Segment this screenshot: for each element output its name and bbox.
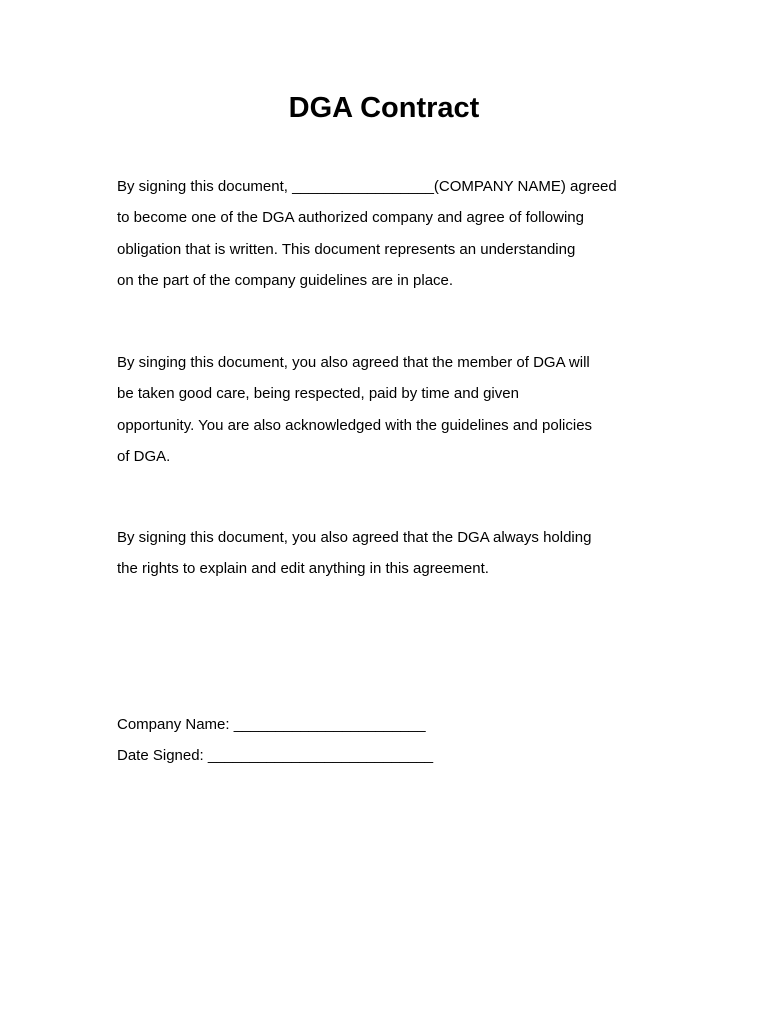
paragraph-line: By signing this document, you also agreed that the DGA always holding — [117, 529, 592, 546]
document-title: DGA Contract — [288, 92, 480, 124]
signature-block — [117, 709, 662, 772]
paragraph-line: opportunity. You are also acknowledged with the guidelines and policies — [117, 416, 593, 434]
paragraph-line: of DGA. — [117, 447, 171, 465]
paragraph-member-care — [117, 347, 662, 472]
date-signed-line: Date Signed: ___________________________ — [117, 747, 434, 765]
paragraph-line: be taken good care, being respected, paid by time and given — [117, 385, 519, 403]
paragraph-line: on the part of the company guidelines are in place. — [117, 271, 454, 289]
paragraph-line: By signing this document, _________________(COMPANY NAME) agreed — [117, 178, 617, 195]
paragraph-line: obligation that is written. This document represents an understanding — [117, 240, 576, 258]
company-name-line: Company Name: _______________________ — [117, 716, 426, 733]
paragraph-line: to become one of the DGA authorized company and agree of following — [117, 209, 584, 227]
paragraph-rights — [117, 522, 662, 585]
paragraph-line: the rights to explain and edit anything in this agreement. — [117, 560, 489, 578]
paragraph-line: By singing this document, you also agreed that the member of DGA will — [117, 354, 590, 371]
paragraph-company-agreement — [117, 171, 662, 296]
